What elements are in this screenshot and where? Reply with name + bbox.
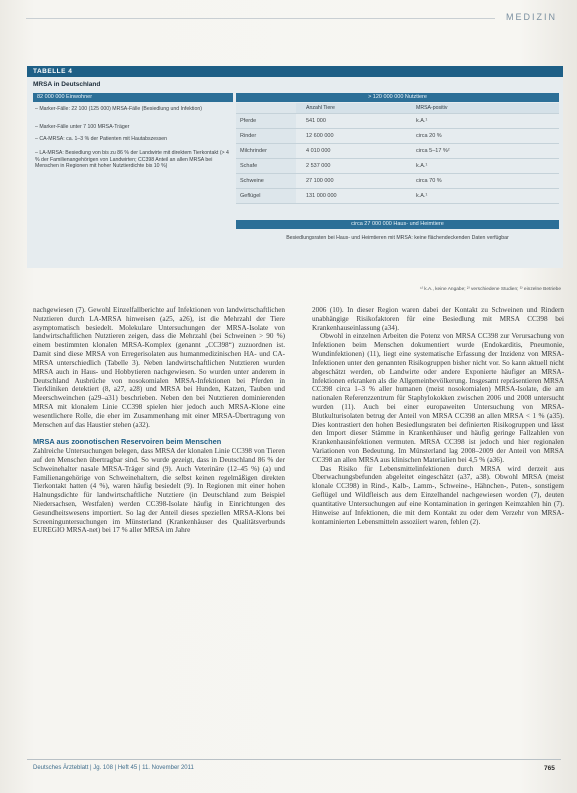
paragraph: nachgewiesen (7). Gewohl Einzelfallberichte auf Infektionen von landwirtschaftlichen Nutztieren durch LA-MRSA hinweisen (a25, a26), ist die Mehrzahl der Tiere asymptomatisch besiedelt. Molekulare Untersuchungen der MRSA-Isolate von landwirtschaftlichen Nutztieren zeigen, dass die Mehrzahl (bei Schweinen > 90 %) einem bestimmten klonalen MRSA-Komplex (genannt „CC398“) zuzuordnen ist. Damit sind diese MRSA von Erregerisolaten aus humanmedizinischen HA- und CA-MRSA unterschiedlich (Tabelle 3). Neben landwirtschaftlichen Nutztieren wurden MRSA auch in Haus- und Hobbytieren nachgewiesen. So wurden unter anderem in Deutschland Ausbrüche von nosokomialen MRSA-Infektionen bei Pferden in Tierkliniken detektiert (8, a27, a28) und MRSA bei Hunden, Katzen, Tauben und Meerschweinchen (a29–a31) beschrieben. Neben den bei Nutztieren dominierenden MRSA mit klonalem Linie CC398 spielen hier jedoch auch MRSA-Klone eine wesentlichere Rolle, die eher im Zusammenhang mit einer MRSA-Übertragung von Menschen auf das Haustier stehen (a32).: [33, 306, 285, 429]
animal-table: [236, 103, 559, 204]
mrsa-cell: circa 70 %: [416, 178, 442, 184]
table-box: [27, 66, 563, 268]
column-header: MRSA-positiv: [416, 105, 448, 111]
table-row: [236, 129, 559, 144]
count-cell: 541 000: [306, 118, 326, 124]
bullet-item: – Marker-Fälle unter 7 100 MRSA-Träger: [35, 124, 130, 130]
mrsa-cell: circa 20 %: [416, 133, 442, 139]
animals-header: > 120 000 000 Nutztiere: [236, 93, 559, 102]
column-header: Anzahl Tiere: [306, 105, 335, 111]
footer-rule: [27, 759, 561, 760]
table-footnote: ¹⁾ k.A., keine Angabe; ²⁾ verschiedene Studien; ³⁾ einzelne Betriebe: [420, 287, 561, 292]
table-row: [236, 144, 559, 159]
animal-cell: Schweine: [236, 174, 296, 188]
right-text-column: [312, 306, 564, 526]
table-title: MRSA in Deutschland: [33, 81, 101, 88]
paragraph: Obwohl in einzelnen Arbeiten die Potenz von MRSA CC398 zur Verursachung von Infektionen beim Menschen dokumentiert wurde (Endokarditis, Pneumonie, Wundinfektionen) (11), liegt eine systematische Erfassung der Inzidenz von MRSA-Infektionen unter den genannten Risikogruppen bisher nicht vor. So kann aktuell nicht abgeschätzt werden, ob Landwirte oder andere Exponierte häufiger an MRSA-Infektionen erkranken als die Allgemeinbevölkerung. Insgesamt repräsentieren MRSA CC398 circa 1–3 % aller humanen (meist nosokomialen) MRSA-Isolate, die am nationalen Referenzzentrum für Staphylokokken zwischen 2006 und 2008 untersucht wurden (11). Auch bei einer europaweiten Untersuchung von MRSA-Blutkulturisolaten betrug der Anteil von MRSA CC398 an allen MRSA < 1 % (a35). Dies kontrastiert den hohen Besiedlungsraten bei definierten Risikogruppen und lässt den Import dieser Stämme in Krankenhäuser und häufig geringe Fallzahlen von Krankenhausinfektionen vermuten. MRSA CC398 ist jedoch und hier regionalen Variationen von Bedeutung. Im Münsterland lag 2008–2009 der Anteil von MRSA CC398 an allen MRSA aus klinischen Materialien bei 4,5 % (a36).: [312, 332, 564, 464]
page-number: 765: [544, 765, 555, 772]
left-text-column: [33, 306, 285, 535]
column-header: [236, 103, 296, 113]
mrsa-cell: k.A.¹: [416, 193, 428, 199]
animal-cell: Pferde: [236, 114, 296, 128]
count-cell: 27 100 000: [306, 178, 334, 184]
population-header: 82 000 000 Einwohner: [33, 93, 233, 102]
animal-cell: Geflügel: [236, 189, 296, 203]
pets-total-bar: circa 27 000 000 Haus- und Heimtiere: [236, 220, 559, 229]
count-cell: 4 010 000: [306, 148, 331, 154]
mrsa-cell: circa 5–17 %²: [416, 148, 450, 154]
count-cell: 131 000 000: [306, 193, 337, 199]
bullet-item: – Marker-Fälle: 22 100 (125 000) MRSA-Fälle (Besiedlung und Infektion): [35, 106, 202, 112]
table-row: [236, 159, 559, 174]
count-cell: 2 537 000: [306, 163, 331, 169]
pets-note: Besiedlungsraten bei Haus- und Heimtieren mit MRSA: keine flächendeckenden Daten verfügbar: [286, 235, 509, 241]
paragraph: Das Risiko für Lebensmittelinfektionen durch MRSA wird derzeit aus Überwachungsbefunden abgeleitet eingeschätzt (a37, a38). Obwohl MRSA (meist klonale CC398) in Rind-, Kalb-, Lamm-, Schweine-, Hähnchen-, Puten-, sonstigem Geflügel und Wildfleisch aus dem Einzelhandel nachgewiesen worden (7), deuten quantitative Untersuchungen auf eine Kontamination in geringen Keimzahlen hin (7). Hinweise auf Infektionen, die mit dem Kontakt zu oder dem Verzehr von MRSA-kontaminierten Lebensmitteln assoziiert waren, fehlen (2).: [312, 464, 564, 526]
journal-footer: Deutsches Ärzteblatt | Jg. 108 | Heft 45 | 11. November 2011: [33, 765, 194, 771]
table-label: TABELLE 4: [27, 66, 563, 77]
table-row: [236, 189, 559, 204]
mrsa-cell: k.A.¹: [416, 118, 428, 124]
animal-cell: Milchrinder: [236, 144, 296, 158]
animal-cell: Schafe: [236, 159, 296, 173]
section-label: MEDIZIN: [506, 12, 557, 22]
bullet-item: – CA-MRSA: ca. 1–3 % der Patienten mit Hautabszessen: [35, 136, 168, 142]
mrsa-cell: k.A.¹: [416, 163, 428, 169]
table-row: [236, 114, 559, 129]
table-header-row: [236, 103, 559, 114]
animal-cell: Rinder: [236, 129, 296, 143]
subheading: MRSA aus zoonotischen Reservoiren beim Menschen: [33, 437, 222, 447]
paragraph: 2006 (10). In dieser Region waren dabei der Kontakt zu Schweinen und Rindern unabhängige Risikofaktoren für eine Besiedlung mit MRSA CC398 bei Krankenhauseinlassung (a34).: [312, 306, 564, 332]
bullet-item: – LA-MRSA: Besiedlung von bis zu 86 % der Landwirte mit direktem Tierkontakt (> 4 % der Familienangehörigen von Landwirten; CC398 Anteil an allen MRSA bei Menschen in Regionen mit hoher Nutztierdichte bis 10 %): [35, 150, 229, 170]
table-row: [236, 174, 559, 189]
count-cell: 12 600 000: [306, 133, 334, 139]
section-rule: [26, 18, 495, 19]
paragraph: Zahlreiche Untersuchungen belegen, dass MRSA der klonalen Linie CC398 von Tieren auf den Menschen übertragbar sind. So wurde gezeigt, dass in Deutschland 86 % der Schweinehalter nasale MRSA-Träger sind (9). Auch Veterinäre (12–45 %) (a) und Familienangehörige von Schweinehaltern, die selbst keinen regelmäßigen direkten Tierkontakt hatten (4 %), waren häufig besiedelt (9). In Regionen mit einer hohen Halnungsdichte für landwirtschaftliche Nutztiere (in Deutschland zum Beispiel Niedersachsen, Westfalen) werden CC398-Isolate häufig in Einrichtungen des Gesundheitswesens importiert. So lag der Anteil dieses speziellen MRSA-Klons bei Screeninguntersuchungen im Münsterland (Krankenhäuser des Qualitätsverbunds EUREGIO MRSA-net) bei 17 % aller MRSA im Jahre: [33, 447, 285, 535]
